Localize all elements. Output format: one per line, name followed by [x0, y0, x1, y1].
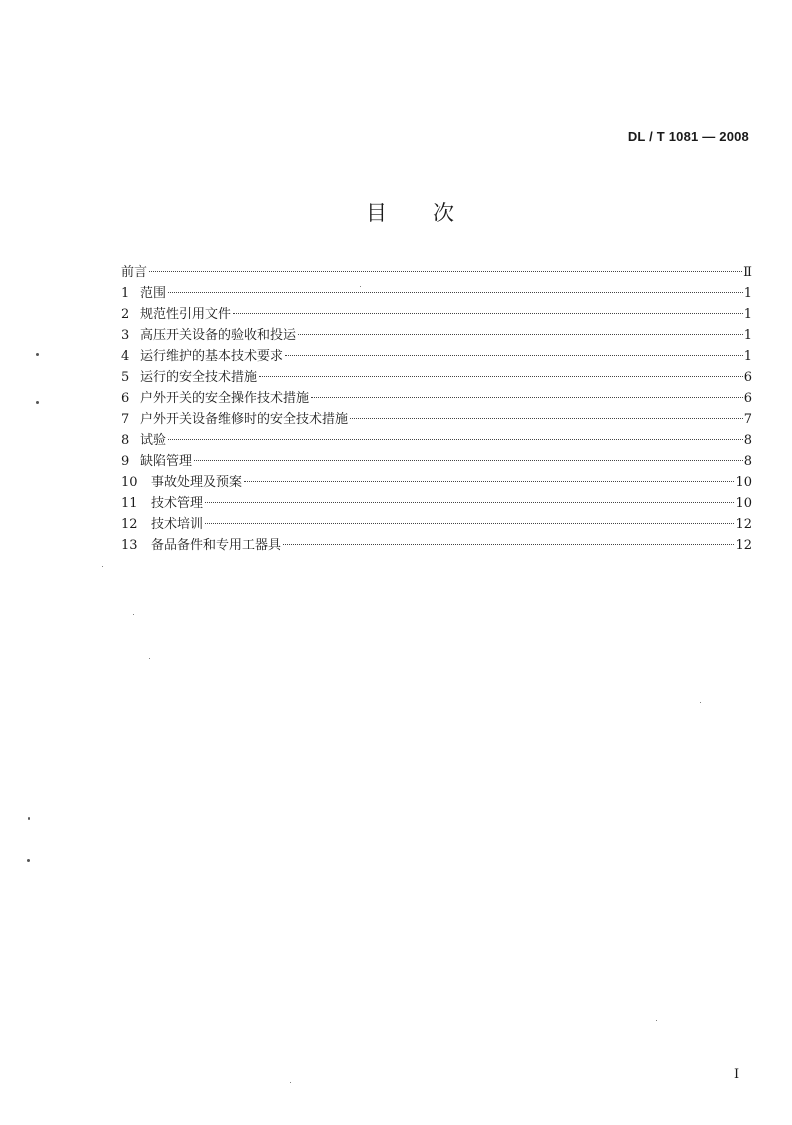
- toc-entry[interactable]: [121, 535, 752, 556]
- toc-entry-page: 10: [735, 496, 752, 511]
- toc-entry-label: 前言: [121, 265, 148, 280]
- toc-dot-leader: [168, 288, 743, 293]
- scan-speck: [133, 614, 134, 615]
- toc-dot-leader: [285, 351, 743, 356]
- toc-entry-number: 3: [121, 328, 130, 343]
- toc-entry-number: 10: [121, 475, 138, 490]
- toc-entry-page: 12: [735, 517, 752, 532]
- standard-code: DL / T 1081 — 2008: [627, 129, 749, 144]
- scan-speck: [149, 658, 150, 659]
- toc-dot-leader: [244, 477, 734, 482]
- toc-entry-label: 运行维护的基本技术要求: [140, 349, 284, 364]
- toc-entry-label: 户外开关设备维修时的安全技术措施: [140, 412, 349, 427]
- toc-entry-number: 4: [121, 349, 130, 364]
- toc-entry-number: 6: [121, 391, 130, 406]
- toc-entry-number: 2: [121, 307, 130, 322]
- toc-entry-label: 缺陷管理: [140, 454, 193, 469]
- toc-entry-page: 10: [735, 475, 752, 490]
- scan-speck: [102, 566, 103, 567]
- toc-entry-page: 12: [735, 538, 752, 553]
- toc-dot-leader: [205, 519, 734, 524]
- toc-dot-leader: [233, 309, 743, 314]
- table-of-contents: [121, 262, 752, 556]
- toc-entry-number: 1: [121, 286, 130, 301]
- toc-entry[interactable]: [121, 493, 752, 514]
- toc-entry[interactable]: [121, 346, 752, 367]
- toc-title: 目次: [366, 201, 500, 225]
- toc-entry[interactable]: [121, 262, 752, 283]
- toc-entry-page: 6: [743, 391, 752, 406]
- scan-speck: [700, 702, 701, 703]
- toc-entry-label: 运行的安全技术措施: [140, 370, 258, 385]
- scan-speck: [290, 1082, 291, 1083]
- toc-entry-label: 事故处理及预案: [151, 475, 243, 490]
- toc-entry-number: 12: [121, 517, 138, 532]
- toc-entry-label: 范围: [140, 286, 167, 301]
- toc-entry-label: 备品备件和专用工器具: [151, 538, 282, 553]
- toc-dot-leader: [149, 267, 742, 272]
- toc-dot-leader: [298, 330, 743, 335]
- toc-entry[interactable]: [121, 304, 752, 325]
- toc-entry[interactable]: [121, 430, 752, 451]
- toc-dot-leader: [205, 498, 734, 503]
- toc-entry[interactable]: [121, 325, 752, 346]
- toc-dot-leader: [350, 414, 743, 419]
- toc-entry[interactable]: [121, 451, 752, 472]
- toc-entry-page: 6: [743, 370, 752, 385]
- toc-entry-number: 13: [121, 538, 138, 553]
- toc-entry[interactable]: [121, 283, 752, 304]
- toc-entry-page: 7: [743, 412, 752, 427]
- toc-entry-page: 1: [743, 307, 752, 322]
- toc-dot-leader: [283, 540, 734, 545]
- toc-entry-number: 7: [121, 412, 130, 427]
- toc-entry-number: 11: [121, 496, 138, 511]
- toc-entry[interactable]: [121, 367, 752, 388]
- page-number: I: [734, 1067, 740, 1082]
- toc-dot-leader: [194, 456, 743, 461]
- toc-entry-page: Ⅱ: [743, 265, 752, 280]
- toc-entry-number: 5: [121, 370, 130, 385]
- toc-entry-label: 高压开关设备的验收和投运: [140, 328, 297, 343]
- toc-entry-label: 试验: [140, 433, 167, 448]
- scan-speck: [36, 401, 39, 404]
- toc-entry-page: 1: [743, 349, 752, 364]
- scan-speck: [28, 817, 30, 820]
- toc-entry[interactable]: [121, 514, 752, 535]
- toc-entry-label: 技术管理: [151, 496, 204, 511]
- scan-speck: [36, 353, 39, 356]
- scan-speck: [27, 859, 30, 862]
- toc-entry-label: 技术培训: [151, 517, 204, 532]
- toc-dot-leader: [168, 435, 743, 440]
- toc-entry-page: 1: [743, 286, 752, 301]
- toc-entry-number: 9: [121, 454, 130, 469]
- toc-entry[interactable]: [121, 472, 752, 493]
- toc-dot-leader: [259, 372, 743, 377]
- toc-entry[interactable]: [121, 388, 752, 409]
- toc-entry-page: 1: [743, 328, 752, 343]
- toc-entry-page: 8: [743, 433, 752, 448]
- toc-entry[interactable]: [121, 409, 752, 430]
- toc-entry-page: 8: [743, 454, 752, 469]
- scan-speck: [656, 1020, 657, 1021]
- toc-dot-leader: [311, 393, 743, 398]
- scan-speck: [360, 286, 361, 287]
- toc-entry-label: 户外开关的安全操作技术措施: [140, 391, 310, 406]
- toc-entry-number: 8: [121, 433, 130, 448]
- toc-entry-label: 规范性引用文件: [140, 307, 232, 322]
